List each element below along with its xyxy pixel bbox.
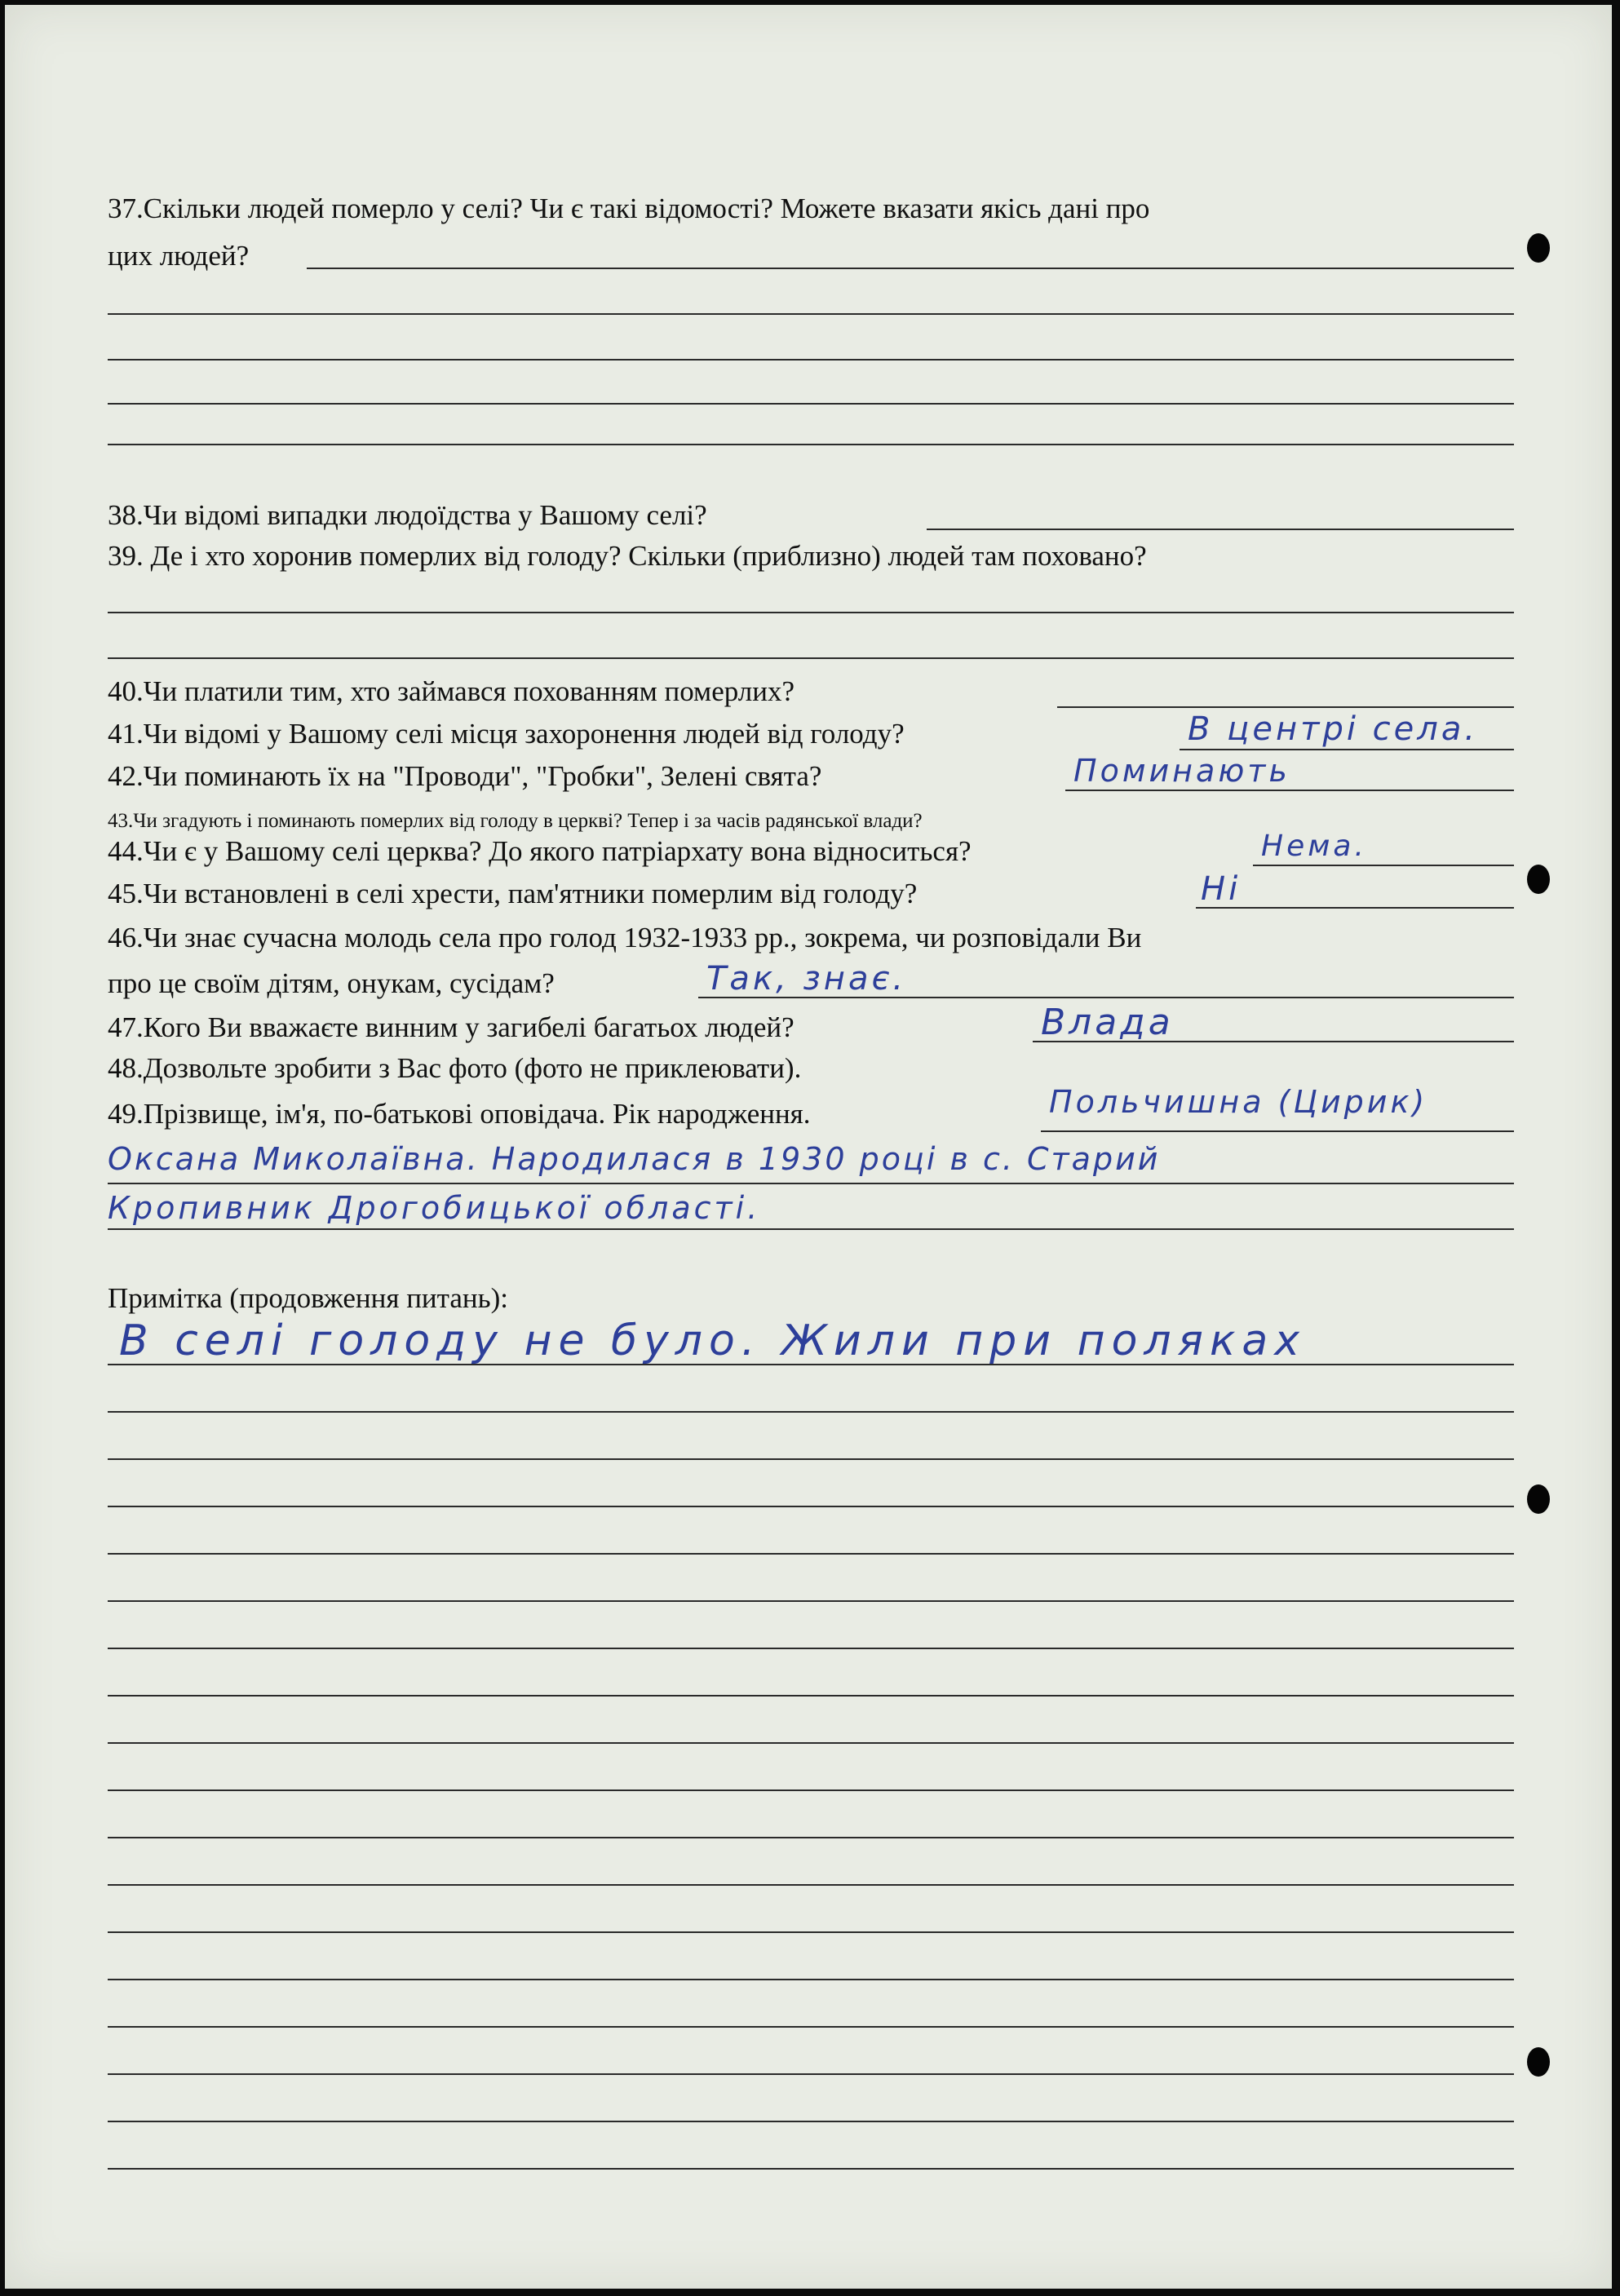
question-41: 41.Чи відомі у Вашому селі місця захоронення людей від голоду? — [108, 718, 905, 750]
note-line — [108, 1506, 1514, 1507]
punch-hole — [1527, 1484, 1550, 1514]
question-39: 39. Де і хто хоронив померлих від голоду? Скільки (приблизно) людей там поховано? — [108, 540, 1147, 572]
question-47: 47.Кого Ви вважаєте винним у загибелі багатьох людей? — [108, 1011, 795, 1043]
answer-line — [108, 403, 1514, 405]
answer-47-handwritten: Влада — [1041, 1002, 1174, 1043]
note-line — [108, 1648, 1514, 1649]
answer-line — [108, 657, 1514, 659]
answer-line — [1065, 790, 1514, 791]
answer-line — [108, 313, 1514, 315]
answer-line — [108, 612, 1514, 613]
note-heading: Примітка (продовження питань): — [108, 1282, 508, 1314]
answer-line — [108, 1228, 1514, 1230]
note-line — [108, 1931, 1514, 1933]
answer-line — [108, 359, 1514, 361]
note-line — [108, 1553, 1514, 1555]
question-48: 48.Дозвольте зробити з Вас фото (фото не приклеювати). — [108, 1052, 802, 1084]
note-line — [108, 1364, 1514, 1365]
question-49: 49.Прізвище, ім'я, по-батькові оповідача. Рік народження. — [108, 1098, 811, 1130]
answer-46-handwritten: Так, знає. — [706, 960, 907, 998]
answer-45-handwritten: Ні — [1201, 870, 1242, 908]
note-line — [108, 1979, 1514, 1980]
answer-line — [1041, 1130, 1514, 1132]
note-line — [108, 1742, 1514, 1744]
note-line — [108, 2073, 1514, 2075]
answer-line — [927, 529, 1514, 530]
question-37-line2: цих людей? — [108, 240, 250, 272]
question-46-line1: 46.Чи знає сучасна молодь села про голод 1932-1933 рр., зокрема, чи розповідали Ви — [108, 922, 1142, 953]
answer-line — [1196, 907, 1514, 909]
answer-line — [1033, 1041, 1514, 1042]
note-line — [108, 1837, 1514, 1838]
answer-44-handwritten: Нема. — [1261, 829, 1367, 863]
note-line — [108, 2026, 1514, 2028]
punch-hole — [1527, 2047, 1550, 2077]
note-line — [108, 2121, 1514, 2122]
punch-hole — [1527, 233, 1550, 263]
answer-49-line1-handwritten: Польчишна (Цирик) — [1049, 1084, 1428, 1120]
note-line — [108, 1411, 1514, 1413]
punch-hole — [1527, 865, 1550, 894]
note-line — [108, 1458, 1514, 1460]
question-37-line1: 37.Скільки людей померло у селі? Чи є такі відомості? Можете вказати якісь дані про — [108, 192, 1150, 224]
answer-42-handwritten: Поминають — [1073, 753, 1290, 789]
note-line — [108, 1695, 1514, 1697]
answer-49-line3-handwritten: Кропивник Дрогобицької області. — [108, 1190, 761, 1226]
note-line — [108, 1789, 1514, 1791]
question-43: 43.Чи згадують і поминають померлих від голоду в церкві? Тепер і за часів радянської влади? — [108, 810, 923, 832]
answer-line — [108, 1183, 1514, 1184]
note-line — [108, 1600, 1514, 1602]
question-44: 44.Чи є у Вашому селі церква? До якого патріархату вона відноситься? — [108, 835, 972, 867]
answer-line — [108, 444, 1514, 445]
question-45: 45.Чи встановлені в селі хрести, пам'ятники померлим від голоду? — [108, 878, 918, 909]
answer-line — [1180, 749, 1514, 750]
answer-41-handwritten: В центрі села. — [1188, 710, 1479, 748]
answer-49-line2-handwritten: Оксана Миколаївна. Народилася в 1930 році в с. Старий — [108, 1141, 1161, 1177]
answer-line — [1057, 706, 1514, 708]
note-line — [108, 2168, 1514, 2170]
question-46-line2: про це своїм дітям, онукам, сусідам? — [108, 967, 555, 999]
question-40: 40.Чи платили тим, хто займався похованням померлих? — [108, 675, 795, 707]
questionnaire-page — [5, 5, 1612, 2289]
note-answer-handwritten: В селі голоду не було. Жили при поляках — [119, 1316, 1306, 1365]
note-line — [108, 1884, 1514, 1886]
answer-line — [698, 997, 1514, 998]
question-42: 42.Чи поминають їх на "Проводи", "Гробки", Зелені свята? — [108, 760, 822, 792]
answer-line — [307, 268, 1514, 269]
question-38: 38.Чи відомі випадки людоїдства у Вашому селі? — [108, 499, 707, 531]
answer-line — [1253, 865, 1514, 866]
